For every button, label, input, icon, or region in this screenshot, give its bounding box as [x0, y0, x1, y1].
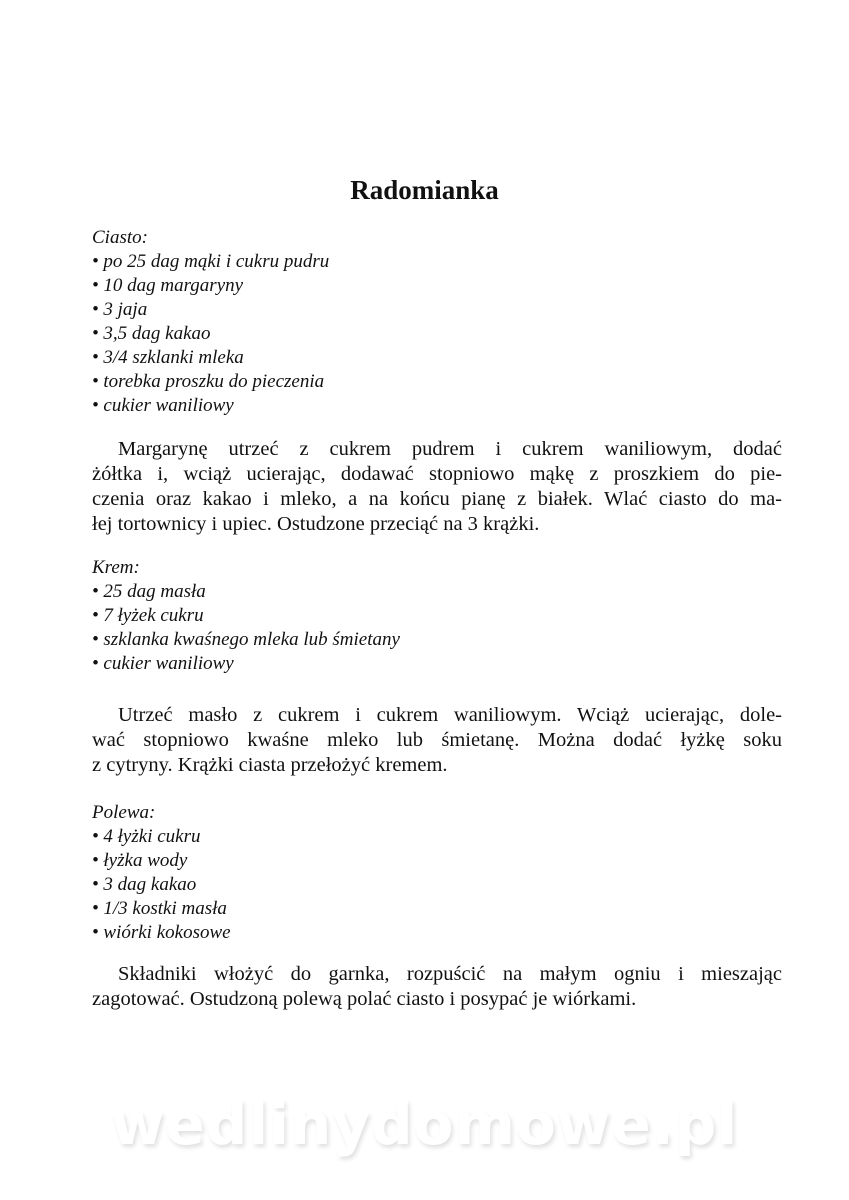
section-heading: Krem: — [92, 557, 140, 578]
ingredient-item: • 1/3 kostki masła — [92, 898, 227, 919]
section-heading: Ciasto: — [92, 227, 148, 248]
paragraph-line: czenia oraz kakao i mleko, a na końcu pianę z białek. Wlać ciasto do ma- — [92, 488, 782, 510]
ingredient-item: • 4 łyżki cukru — [92, 826, 201, 847]
ingredient-item: • 3 dag kakao — [92, 874, 197, 895]
recipe-title: Radomianka — [350, 175, 499, 205]
ingredient-item: • 3 jaja — [92, 299, 148, 320]
ingredient-item: • wiórki kokosowe — [92, 922, 231, 943]
instructions-paragraph — [92, 703, 782, 778]
ingredient-item: • cukier waniliowy — [92, 653, 234, 674]
watermark: wedlinydomowe.pl — [110, 1090, 739, 1158]
ingredient-item: • cukier waniliowy — [92, 395, 234, 416]
paragraph-line: Margarynę utrzeć z cukrem pudrem i cukrem waniliowym, dodać — [118, 438, 782, 460]
ingredient-item: • łyżka wody — [92, 850, 188, 871]
section-heading: Polewa: — [92, 802, 156, 823]
ingredient-item: • 25 dag masła — [92, 581, 206, 602]
paragraph-line: Składniki włożyć do garnka, rozpuścić na małym ogniu i mieszając — [118, 963, 782, 985]
instructions-paragraph — [92, 437, 782, 537]
ingredient-item: • 3/4 szklanki mleka — [92, 347, 244, 368]
ingredient-item: • torebka proszku do pieczenia — [92, 371, 325, 392]
ingredient-item: • 7 łyżek cukru — [92, 605, 204, 626]
ingredient-item: • szklanka kwaśnego mleka lub śmietany — [92, 629, 400, 650]
paragraph-line: zagotować. Ostudzoną polewą polać ciasto i posypać je wiórkami. — [92, 988, 637, 1010]
ingredients-section — [92, 226, 782, 418]
paragraph-line: łej tortownicy i upiec. Ostudzone przeciąć na 3 krążki. — [92, 513, 540, 535]
ingredients-section — [92, 801, 782, 945]
paragraph-line: wać stopniowo kwaśne mleko lub śmietanę. Można dodać łyżkę soku — [92, 729, 782, 751]
instructions-paragraph — [92, 962, 782, 1012]
paragraph-line: Utrzeć masło z cukrem i cukrem waniliowym. Wciąż ucierając, dole- — [118, 704, 782, 726]
ingredient-item: • 3,5 dag kakao — [92, 323, 211, 344]
ingredient-item: • po 25 dag mąki i cukru pudru — [92, 251, 330, 272]
ingredients-section — [92, 556, 782, 676]
paragraph-line: z cytryny. Krążki ciasta przełożyć kremem. — [92, 754, 448, 776]
ingredient-item: • 10 dag margaryny — [92, 275, 244, 296]
paragraph-line: żółtka i, wciąż ucierając, dodawać stopniowo mąkę z proszkiem do pie- — [92, 463, 782, 485]
